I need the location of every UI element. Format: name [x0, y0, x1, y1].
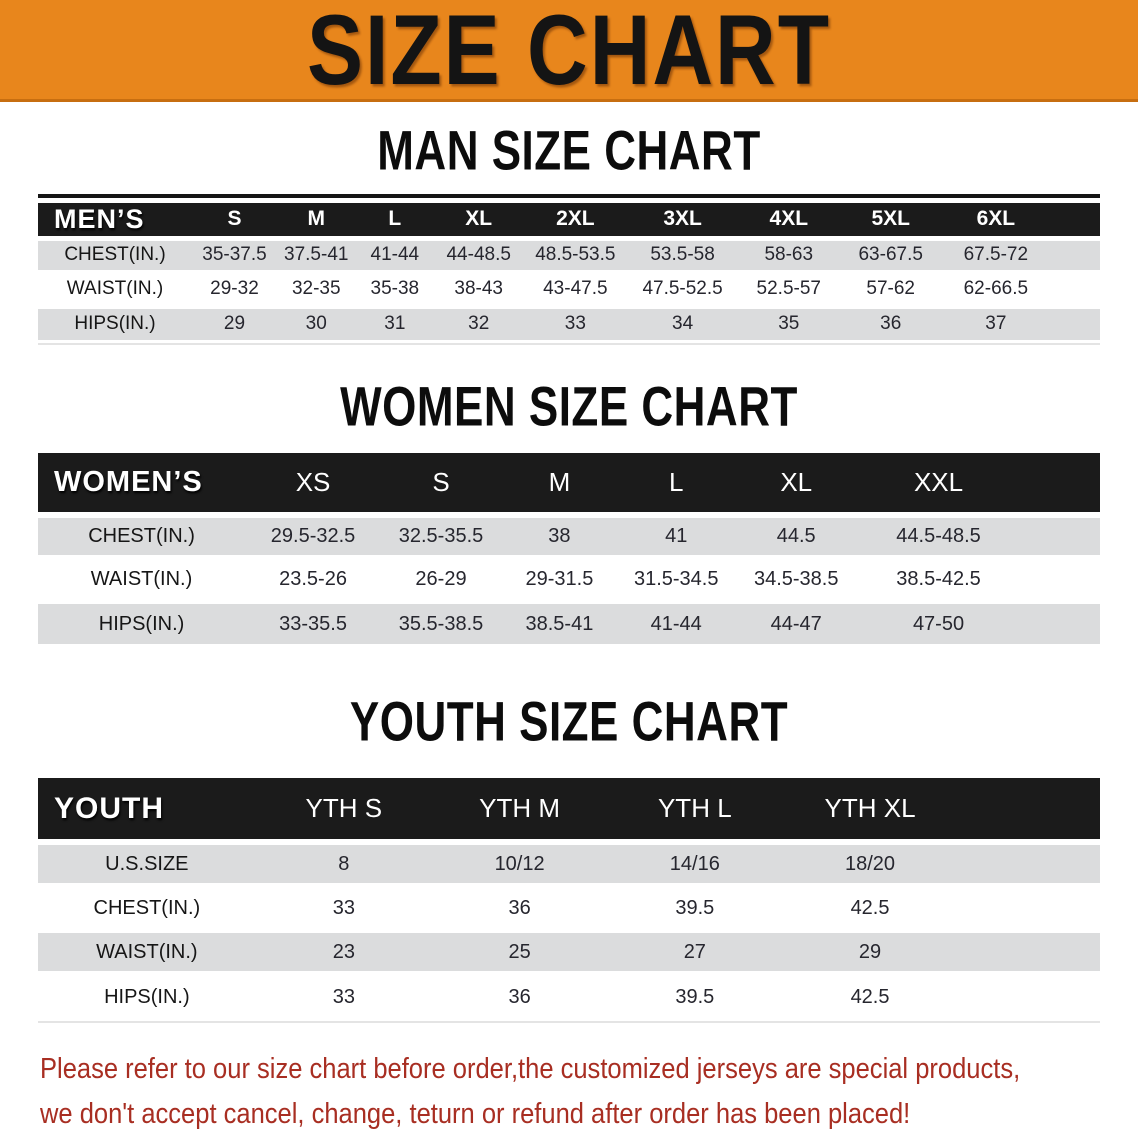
size-value-cell: 25 — [432, 930, 607, 974]
measurement-row — [38, 238, 1100, 272]
header-filler-cell — [1019, 453, 1100, 515]
size-column-header: 6XL — [942, 203, 1050, 238]
measurement-row — [38, 974, 1100, 1018]
size-value-cell: 29 — [782, 930, 957, 974]
size-value-cell: 38-43 — [434, 272, 523, 306]
measurement-row-label: CHEST(IN.) — [38, 238, 192, 272]
measurement-row-label: WAIST(IN.) — [38, 930, 256, 974]
size-column-header: S — [192, 203, 277, 238]
header-filler-cell — [958, 778, 1100, 842]
size-column-header: S — [381, 453, 501, 515]
size-value-cell: 39.5 — [607, 974, 782, 1018]
size-value-cell: 29-32 — [192, 272, 277, 306]
size-column-header: YTH M — [432, 778, 607, 842]
size-value-cell: 29 — [192, 306, 277, 340]
size-value-cell: 57-62 — [840, 272, 942, 306]
size-value-cell: 35 — [738, 306, 840, 340]
row-filler-cell — [1050, 272, 1100, 306]
youth-section-heading-wrap — [0, 691, 1138, 754]
row-filler-cell — [1019, 601, 1100, 644]
women-size-table-wrap — [38, 453, 1100, 644]
size-value-cell: 36 — [432, 886, 607, 930]
size-value-cell: 29.5-32.5 — [245, 515, 381, 558]
women-section-heading: WOMEN SIZE CHART — [340, 376, 798, 439]
size-column-header: 4XL — [738, 203, 840, 238]
measurement-row-label: WAIST(IN.) — [38, 558, 245, 601]
women-header-row — [38, 453, 1100, 515]
size-value-cell: 31 — [356, 306, 435, 340]
youth-size-table — [38, 778, 1100, 1018]
size-value-cell: 33-35.5 — [245, 601, 381, 644]
size-value-cell: 32.5-35.5 — [381, 515, 501, 558]
size-value-cell: 35-37.5 — [192, 238, 277, 272]
size-value-cell: 44-48.5 — [434, 238, 523, 272]
measurement-row-label: CHEST(IN.) — [38, 515, 245, 558]
size-value-cell: 29-31.5 — [501, 558, 618, 601]
row-filler-cell — [1019, 558, 1100, 601]
size-value-cell: 53.5-58 — [627, 238, 737, 272]
man-section-heading-wrap — [0, 120, 1138, 183]
size-column-header: XL — [434, 203, 523, 238]
youth-table-bottom-rule — [38, 1021, 1100, 1023]
size-value-cell: 8 — [256, 842, 432, 886]
women-section-heading-wrap — [0, 376, 1138, 439]
size-value-cell: 32-35 — [277, 272, 356, 306]
women-table-label: WOMEN’S — [38, 453, 245, 515]
men-table-top-rule — [38, 194, 1100, 198]
size-column-header: M — [501, 453, 618, 515]
size-column-header: YTH XL — [782, 778, 957, 842]
size-value-cell: 63-67.5 — [840, 238, 942, 272]
size-value-cell: 35-38 — [356, 272, 435, 306]
size-value-cell: 26-29 — [381, 558, 501, 601]
row-filler-cell — [958, 974, 1100, 1018]
size-value-cell: 39.5 — [607, 886, 782, 930]
size-value-cell: 42.5 — [782, 886, 957, 930]
man-section-heading: MAN SIZE CHART — [377, 120, 761, 183]
size-column-header: YTH S — [256, 778, 432, 842]
size-value-cell: 43-47.5 — [523, 272, 627, 306]
men-table-label: MEN’S — [38, 203, 192, 238]
size-value-cell: 32 — [434, 306, 523, 340]
row-filler-cell — [1050, 306, 1100, 340]
size-value-cell: 44-47 — [735, 601, 858, 644]
size-value-cell: 41 — [618, 515, 735, 558]
youth-section-heading: YOUTH SIZE CHART — [349, 691, 789, 754]
size-value-cell: 33 — [256, 974, 432, 1018]
row-filler-cell — [958, 930, 1100, 974]
row-filler-cell — [1050, 238, 1100, 272]
size-column-header: M — [277, 203, 356, 238]
women-size-table — [38, 453, 1100, 644]
size-value-cell: 38.5-42.5 — [858, 558, 1019, 601]
men-size-table — [38, 203, 1100, 340]
measurement-row — [38, 558, 1100, 601]
size-value-cell: 23.5-26 — [245, 558, 381, 601]
size-value-cell: 52.5-57 — [738, 272, 840, 306]
size-value-cell: 42.5 — [782, 974, 957, 1018]
size-value-cell: 18/20 — [782, 842, 957, 886]
size-column-header: L — [618, 453, 735, 515]
measurement-row — [38, 842, 1100, 886]
size-value-cell: 62-66.5 — [942, 272, 1050, 306]
size-value-cell: 37.5-41 — [277, 238, 356, 272]
size-value-cell: 41-44 — [356, 238, 435, 272]
measurement-row — [38, 601, 1100, 644]
measurement-row-label: HIPS(IN.) — [38, 974, 256, 1018]
measurement-row — [38, 306, 1100, 340]
size-value-cell: 35.5-38.5 — [381, 601, 501, 644]
size-column-header: 3XL — [627, 203, 737, 238]
size-value-cell: 36 — [840, 306, 942, 340]
measurement-row — [38, 515, 1100, 558]
measurement-row-label: HIPS(IN.) — [38, 601, 245, 644]
measurement-row — [38, 272, 1100, 306]
size-value-cell: 44.5-48.5 — [858, 515, 1019, 558]
size-value-cell: 36 — [432, 974, 607, 1018]
youth-table-label: YOUTH — [38, 778, 256, 842]
size-value-cell: 44.5 — [735, 515, 858, 558]
size-column-header: 5XL — [840, 203, 942, 238]
youth-size-table-wrap — [38, 778, 1100, 1023]
men-size-table-wrap — [38, 194, 1100, 345]
youth-header-row — [38, 778, 1100, 842]
size-value-cell: 58-63 — [738, 238, 840, 272]
disclaimer-line-1: Please refer to our size chart before order,the customized jerseys are special products, — [40, 1053, 1021, 1085]
size-column-header: XL — [735, 453, 858, 515]
size-column-header: 2XL — [523, 203, 627, 238]
disclaimer — [0, 1047, 1138, 1137]
measurement-row — [38, 886, 1100, 930]
size-value-cell: 23 — [256, 930, 432, 974]
size-column-header: YTH L — [607, 778, 782, 842]
size-column-header: XXL — [858, 453, 1019, 515]
size-value-cell: 48.5-53.5 — [523, 238, 627, 272]
row-filler-cell — [1019, 515, 1100, 558]
size-value-cell: 37 — [942, 306, 1050, 340]
size-column-header: XS — [245, 453, 381, 515]
row-filler-cell — [958, 886, 1100, 930]
men-table-bottom-rule — [38, 343, 1100, 345]
measurement-row-label: U.S.SIZE — [38, 842, 256, 886]
men-header-row — [38, 203, 1100, 238]
size-value-cell: 41-44 — [618, 601, 735, 644]
size-value-cell: 27 — [607, 930, 782, 974]
measurement-row-label: WAIST(IN.) — [38, 272, 192, 306]
disclaimer-line-2: we don't accept cancel, change, teturn or refund after order has been placed! — [40, 1098, 911, 1130]
size-value-cell: 47-50 — [858, 601, 1019, 644]
size-value-cell: 33 — [523, 306, 627, 340]
row-filler-cell — [958, 842, 1100, 886]
header-filler-cell — [1050, 203, 1100, 238]
size-value-cell: 67.5-72 — [942, 238, 1050, 272]
size-value-cell: 31.5-34.5 — [618, 558, 735, 601]
size-value-cell: 34 — [627, 306, 737, 340]
size-value-cell: 34.5-38.5 — [735, 558, 858, 601]
measurement-row — [38, 930, 1100, 974]
measurement-row-label: CHEST(IN.) — [38, 886, 256, 930]
size-value-cell: 38 — [501, 515, 618, 558]
size-value-cell: 10/12 — [432, 842, 607, 886]
size-value-cell: 30 — [277, 306, 356, 340]
measurement-row-label: HIPS(IN.) — [38, 306, 192, 340]
size-value-cell: 47.5-52.5 — [627, 272, 737, 306]
size-value-cell: 33 — [256, 886, 432, 930]
size-chart-banner — [0, 0, 1138, 105]
banner-title: SIZE CHART — [307, 0, 831, 105]
size-value-cell: 38.5-41 — [501, 601, 618, 644]
size-value-cell: 14/16 — [607, 842, 782, 886]
size-column-header: L — [356, 203, 435, 238]
